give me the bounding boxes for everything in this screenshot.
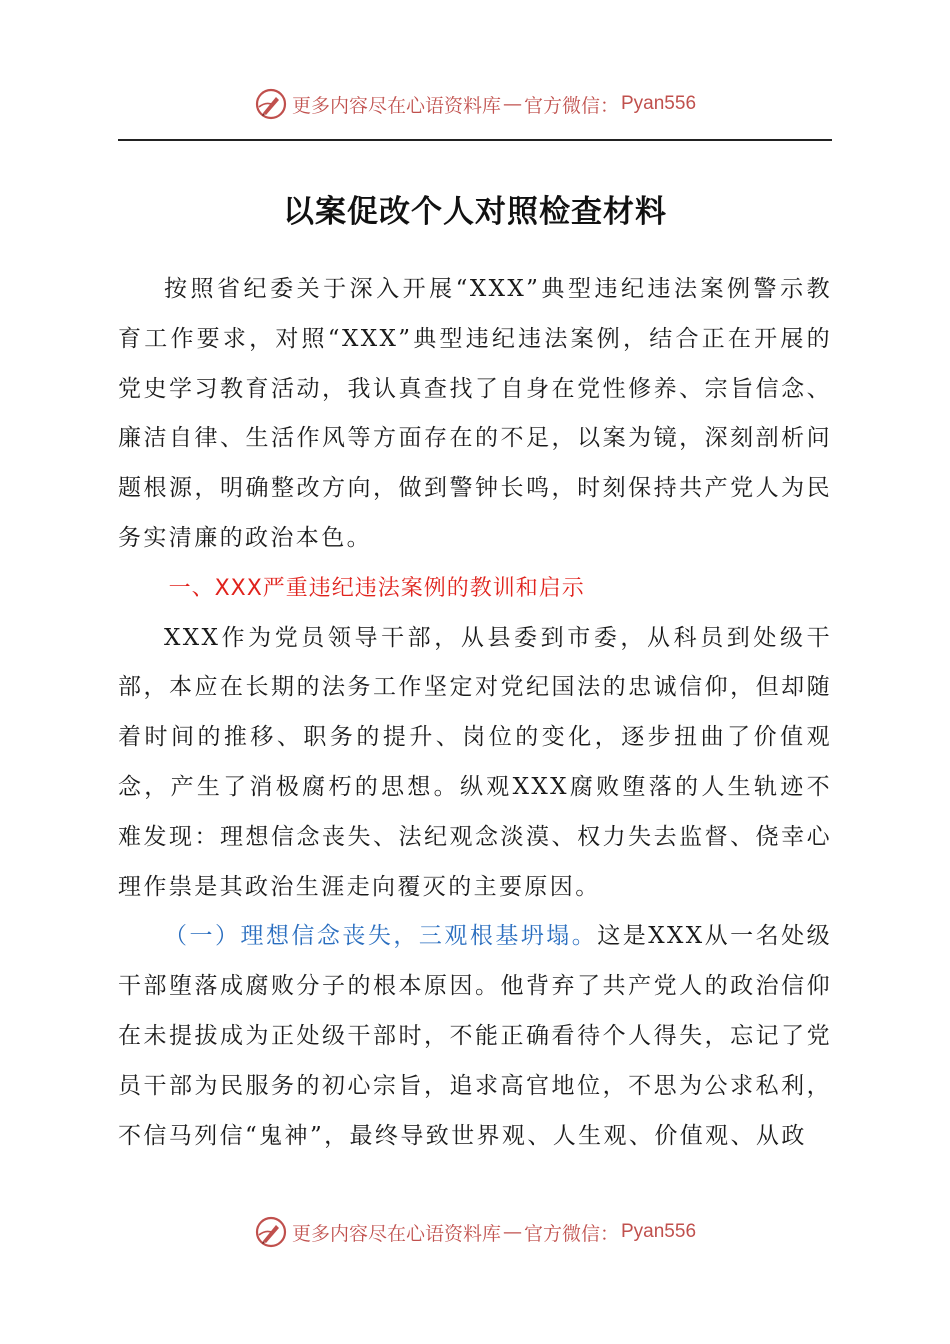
document-body [118, 265, 832, 1161]
header-banner-wechat-id: Pyan556 [621, 93, 697, 114]
subsection-1-heading: （一）理想信念丧失，三观根基坍塌。 [164, 923, 598, 950]
header-banner [0, 84, 950, 124]
footer-banner-wechat-id: Pyan556 [621, 1221, 697, 1242]
footer-banner [0, 1212, 950, 1252]
header-banner-separator: — [502, 93, 522, 115]
subsection-1-body: 这是XXX从一名处级干部堕落成腐败分子的根本原因。他背弃了共产党人的政治信仰在未提拔成为正处级干部时，不能正确看待个人得失，忘记了党员干部为民服务的初心宗旨，追求高官地位，不思为公求私利，不信马列信“鬼神”，最终导致世界观、人生观、价值观、从政 [118, 923, 832, 1149]
header-banner-text: 更多内容尽在心语资料库 [291, 94, 501, 117]
document-title: 以案促改个人对照检查材料 [283, 194, 667, 230]
header-banner-wechat-label: 官方微信： [523, 94, 619, 117]
footer-banner-wechat-label: 官方微信： [523, 1222, 619, 1245]
pen-logo-icon [254, 87, 288, 121]
footer-banner-text: 更多内容尽在心语资料库 [291, 1222, 501, 1245]
pen-logo-icon [254, 1215, 288, 1249]
header-divider [118, 139, 832, 141]
subsection-1-paragraph [118, 912, 832, 1161]
footer-banner-separator: — [502, 1221, 522, 1243]
section-1-paragraph: XXX作为党员领导干部，从县委到市委，从科员到处级干部，本应在长期的法务工作坚定对党纪国法的忠诚信仰，但却随着时间的推移、职务的提升、岗位的变化，逐步扭曲了价值观念，产生了消极腐朽的思想。纵观XXX腐败堕落的人生轨迹不难发现：理想信念丧失、法纪观念淡漠、权力失去监督、侥幸心理作祟是其政治生涯走向覆灭的主要原因。 [118, 624, 832, 900]
section-1-heading: 一、XXX严重违纪违法案例的教训和启示 [168, 575, 585, 601]
intro-paragraph: 按照省纪委关于深入开展“XXX”典型违纪违法案例警示教育工作要求，对照“XXX”典型违纪违法案例，结合正在开展的党史学习教育活动，我认真查找了自身在党性修养、宗旨信念、廉洁自律、生活作风等方面存在的不足，以案为镜，深刻剖析问题根源，明确整改方向，做到警钟长鸣，时刻保持共产党人为民务实清廉的政治本色。 [118, 276, 832, 551]
